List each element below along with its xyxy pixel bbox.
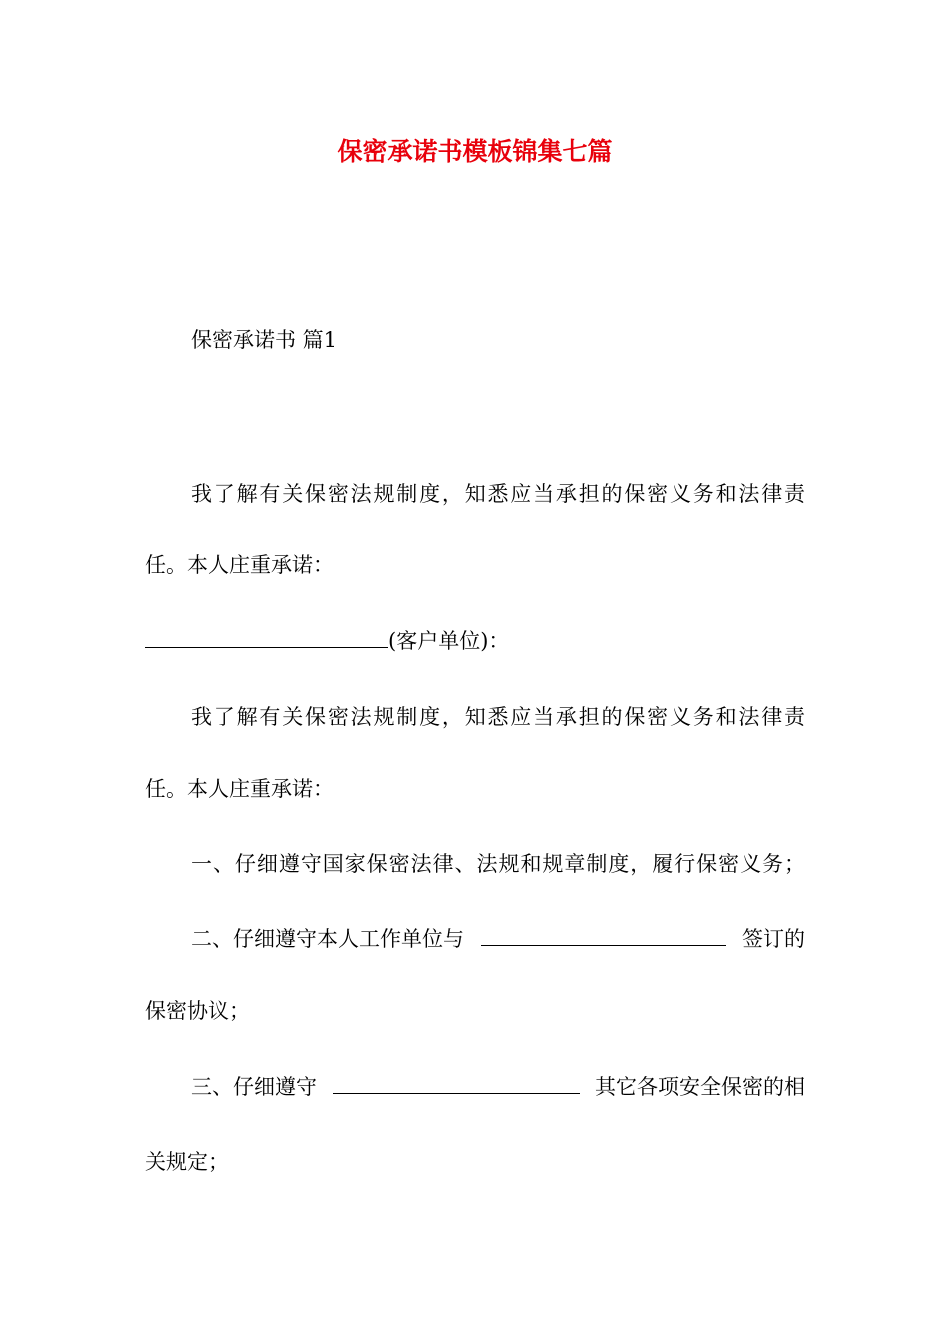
paragraph-2-line-1: 我了解有关保密法规制度，知悉应当承担的保密义务和法律责 xyxy=(191,705,805,729)
paragraph-1-line-1: 我了解有关保密法规制度，知悉应当承担的保密义务和法律责 xyxy=(191,482,805,506)
item-2-blank xyxy=(481,923,726,946)
item-2-suffix: 签订的 xyxy=(742,927,805,951)
client-unit-blank xyxy=(145,625,388,648)
item-2-line-1 xyxy=(191,923,805,955)
item-3-blank xyxy=(333,1071,580,1094)
client-unit-line xyxy=(145,625,810,657)
item-1: 一、仔细遵守国家保密法律、法规和规章制度，履行保密义务； xyxy=(191,852,805,876)
document-title: 保密承诺书模板锦集七篇 xyxy=(337,137,613,166)
item-3-prefix: 三、仔细遵守 xyxy=(191,1075,317,1099)
section-heading: 保密承诺书 篇1 xyxy=(191,328,338,352)
paragraph-1-line-2: 任。本人庄重承诺： xyxy=(145,553,334,577)
paragraph-2-line-2: 任。本人庄重承诺： xyxy=(145,777,334,801)
item-3-suffix: 其它各项安全保密的相 xyxy=(595,1075,805,1099)
item-3-line-1 xyxy=(191,1071,805,1103)
item-2-prefix: 二、仔细遵守本人工作单位与 xyxy=(191,927,464,951)
item-2-line-2: 保密协议； xyxy=(145,999,250,1023)
item-3-line-2: 关规定； xyxy=(145,1150,229,1174)
client-unit-label: (客户单位)： xyxy=(388,629,510,653)
